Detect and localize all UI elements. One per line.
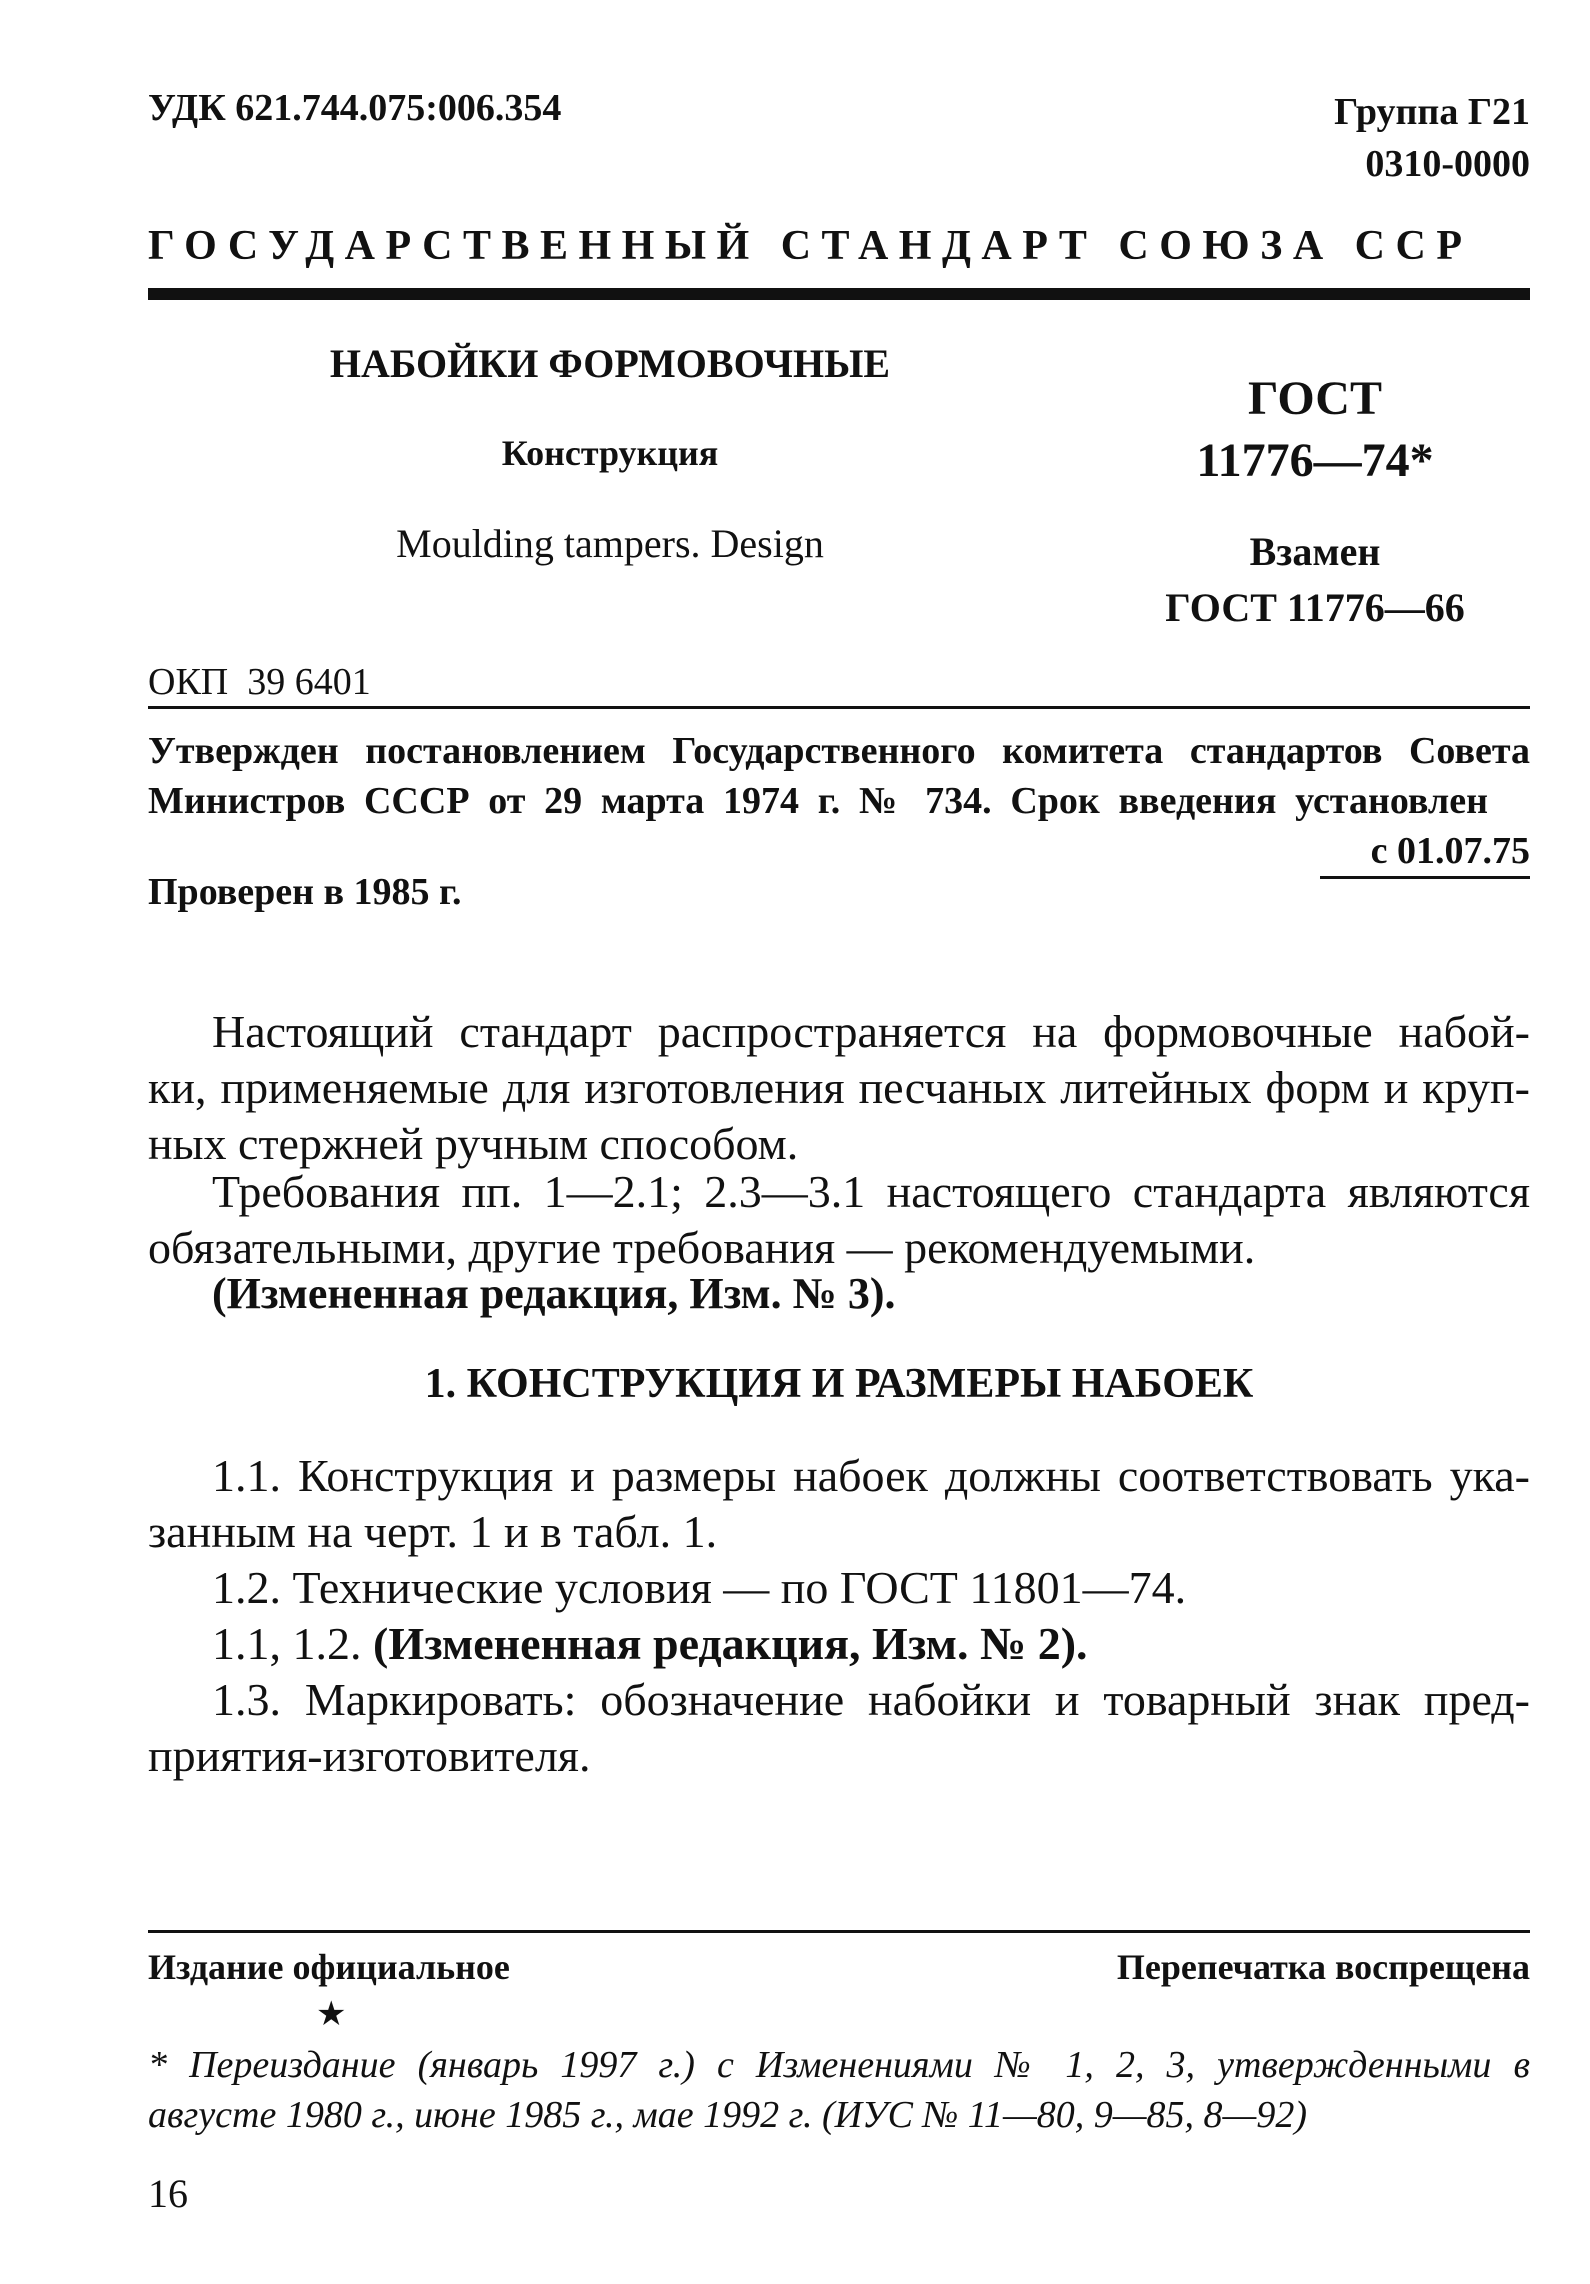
- replaces-block: [1150, 524, 1480, 636]
- approval-line-2: Министров СССР от 29 марта 1974 г. № 734. Срок введения установлен: [148, 780, 1488, 822]
- intro-p1-line-1: Настоящий стандарт распространяется на формовочные набой-: [212, 1006, 1530, 1057]
- group-line-2: 0310-0000: [1365, 143, 1530, 185]
- intro-p1-line-3: ных стержней ручным способом.: [148, 1118, 799, 1169]
- document-title: НАБОЙКИ ФОРМОВОЧНЫЕ: [329, 341, 891, 386]
- gost-label: ГОСТ: [1248, 372, 1382, 425]
- footnote-line-2: августе 1980 г., июне 1985 г., мае 1992 г. (ИУС № 11—80, 9—85, 8—92): [148, 2094, 1307, 2136]
- checked-note: Проверен в 1985 г.: [148, 871, 462, 913]
- footer-rule: [148, 1930, 1530, 1933]
- star-icon: ★: [316, 1996, 347, 2033]
- footnote-line-1: * Переиздание (январь 1997 г.) с Изменениями № 1, 2, 3, утвержденными в: [148, 2044, 1530, 2086]
- clause-1-3-line-1: 1.3. Маркировать: обозначение набойки и товарный знак пред-: [212, 1674, 1530, 1725]
- reissue-footnote: [148, 2040, 1530, 2140]
- intro-paragraph-2: [148, 1164, 1530, 1276]
- intro-p2-line-1: Требования пп. 1—2.1; 2.3—3.1 настоящего стандарта являются: [212, 1166, 1530, 1217]
- state-standard-heading: ГОСУДАРСТВЕННЫЙ СТАНДАРТ СОЮЗА ССР: [148, 223, 1473, 269]
- intro-p2-line-2: обязательными, другие требования — рекомендуемыми.: [148, 1222, 1256, 1273]
- okp-rule: [148, 706, 1530, 709]
- udk-code: УДК 621.744.075:006.354: [148, 87, 562, 129]
- intro-p1-line-2: ки, применяемые для изготовления песчаных литейных форм и круп-: [148, 1062, 1530, 1113]
- gost-designation: [1150, 368, 1480, 492]
- section-1-heading: 1. КОНСТРУКЦИЯ И РАЗМЕРЫ НАБОЕК: [424, 1361, 1254, 1407]
- clause-amendment-prefix: 1.1, 1.2.: [212, 1618, 362, 1669]
- clause-1-1-1-2-amendment: [212, 1616, 1088, 1672]
- clause-1-1-line-1: 1.1. Конструкция и размеры набоек должны соответствовать ука-: [212, 1450, 1530, 1501]
- approval-date-rule: [1320, 876, 1530, 879]
- clause-1-3: [148, 1672, 1530, 1784]
- intro-amendment-note: (Измененная редакция, Изм. № 3).: [212, 1269, 896, 1318]
- clause-1-1-line-2: занным на черт. 1 и в табл. 1.: [148, 1506, 718, 1557]
- header-thick-rule: [148, 288, 1530, 300]
- reprint-prohibited: Перепечатка воспрещена: [1116, 1947, 1530, 1987]
- clause-1-1: [148, 1448, 1530, 1560]
- official-edition: Издание официальное: [148, 1947, 510, 1987]
- group-line-1: Группа Г21: [1334, 91, 1530, 133]
- approval-text: [148, 726, 1530, 876]
- replaces-label: Взамен: [1249, 529, 1381, 574]
- okp-code: ОКП 39 6401: [148, 661, 371, 703]
- english-title: Moulding tampers. Design: [396, 521, 824, 566]
- clause-amendment-bold: (Измененная редакция, Изм. № 2).: [373, 1618, 1088, 1669]
- group-code: [1334, 86, 1530, 190]
- clause-1-2: 1.2. Технические условия — по ГОСТ 11801—74.: [212, 1562, 1187, 1613]
- gost-number: 11776—74*: [1196, 434, 1434, 487]
- page-number: 16: [148, 2171, 188, 2216]
- replaces-gost: ГОСТ 11776—66: [1165, 585, 1465, 630]
- approval-line-1: Утвержден постановлением Государственного комитета стандартов Совета: [148, 730, 1530, 772]
- approval-date: с 01.07.75: [1370, 830, 1530, 872]
- intro-paragraph-1: [148, 1004, 1530, 1172]
- document-subtitle: Конструкция: [501, 433, 719, 473]
- clause-1-3-line-2: приятия-изготовителя.: [148, 1730, 591, 1781]
